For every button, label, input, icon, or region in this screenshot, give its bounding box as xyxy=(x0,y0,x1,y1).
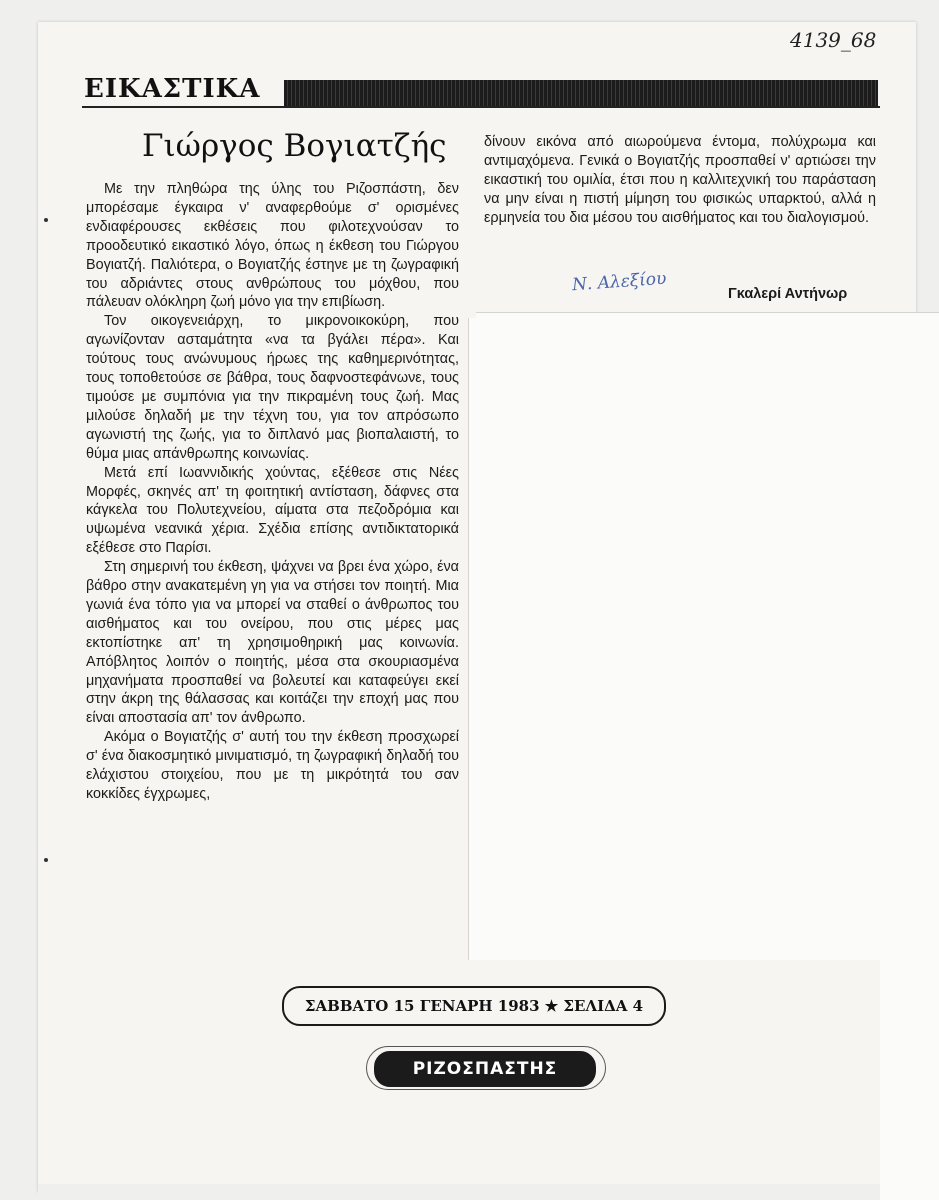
background-strip xyxy=(38,1184,880,1200)
article-left-column xyxy=(86,180,459,804)
article-paragraph: Με την πληθώρα της ύλης του Ριζοσπάστη, δεν μπορέσαμε έγκαιρα ν' αναφερθούμε σ' ορισμένες ενδιαφέρουσες εκθέσεις που φιλοτεχνούσαν το προοδευτικό εικαστικό λόγο, όπως η έκθεση του Γιώργου Βογιατζή. Παλιότερα, ο Βογιατζής έστηνε με τη ζωγραφική του αδριάντες στους ανθρώπους του μόχθου, που πάλευαν ολόκληρη ζωή μόνο για την επιβίωση. xyxy=(86,181,459,311)
newspaper-masthead: ΡΙΖΟΣΠΑΣΤΗΣ xyxy=(374,1051,596,1087)
article-signature: Γκαλερί Αντήνωρ xyxy=(728,286,848,302)
clipping-cut-area xyxy=(880,960,939,1200)
article-paragraph: Ακόμα ο Βογιατζής σ' αυτή του την έκθεση προσχωρεί σ' ένα διακοσμητικό μινιματισμό, τη ζωγραφική δηλαδή του ελάχιστου στοιχείου, που με τη μικρότητά του σαν κοκκίδες έγχρωμες, xyxy=(86,729,459,802)
margin-dot xyxy=(44,218,48,222)
dateline: ΣΑΒΒΑΤΟ 15 ΓΕΝΑΡΗ 1983 ★ ΣΕΛΙΔΑ 4 xyxy=(282,986,666,1026)
article-paragraph: δίνουν εικόνα από αιωρούμενα έντομα, πολύχρωμα και αντιμαχόμενα. Γενικά ο Βογιατζής προσπαθεί ν' αρτιώσει την εικαστική του ομιλία, έτσι που η καλλιτεχνική του παράσταση να μην είναι η πιστή μίμηση του φισικώς υπαρκτού, αλλά η ερμηνεία του δια μέσου του αισθήματος και του διαλογισμού. xyxy=(484,134,876,226)
section-bar xyxy=(284,80,878,106)
article-paragraph: Τον οικογενειάρχη, το μικρονοικοκύρη, που αγωνίζονταν ασταμάτητα «να τα βγάλει πέρα». Και τούτους τους ανώνυμους ήρωες της καθημερινότητας, τους τοποθετούσε σε βάθρα, τους δαφνοστεφάνωνε, τους τιμούσε με συμπόνια για την πικραμένη τους ζωή. Μας μιλούσε δηλαδή με την τέχνη του, για τον απρόσωπο αγωνιστή της ζωής, για το διπλανό μας βιοπαλαιστή, το θύμα μιας απάνθρωπης κοινωνίας. xyxy=(86,313,459,462)
section-heading: ΕΙΚΑΣΤΙΚΑ xyxy=(84,74,261,104)
article-title: Γιώργος Βογιατζής xyxy=(142,128,447,164)
margin-dot xyxy=(44,858,48,862)
archive-number: 4139_68 xyxy=(790,28,877,52)
article-paragraph: Μετά επί Ιωαννιδικής χούντας, εξέθεσε στις Νέες Μορφές, σκηνές απ' τη φοιτητική αντίσταση, δάφνες στα κάγκελα του Πολυτεχνείου, αίματα στα πεζοδρόμια και υψωμένα νεανικά χέρια. Σχέδια επίσης αντιδικτατορικά εξέθεσε στο Παρίσι. xyxy=(86,464,459,557)
article-right-column xyxy=(484,133,876,228)
handwritten-note: Ν. Αλεξίου xyxy=(571,268,668,296)
clipping-cut-area xyxy=(478,318,939,960)
section-rule xyxy=(82,106,880,108)
article-paragraph: Στη σημερινή του έκθεση, ψάχνει να βρει ένα χώρο, ένα βάθρο στην ανακατεμένη γη για να στήσει τον ποιητή. Μια γωνιά ένα τόπο για να μπορεί να σταθεί ο άνθρωπος του αισθήματος και του ονείρου, που στις μέρες μας εκτοπίστηκε απ' τη χρησιμοθηρική μας κοινωνία. Απόβλητος λοιπόν ο ποιητής, μέσα στα σκουριασμένα μηχανήματα προσπαθεί να βολευτεί και καταφεύγει εκεί στην άκρη της θάλασσας και κοιτάζει την εποχή μας που είναι αποστασία απ' τον άνθρωπο. xyxy=(86,559,459,727)
